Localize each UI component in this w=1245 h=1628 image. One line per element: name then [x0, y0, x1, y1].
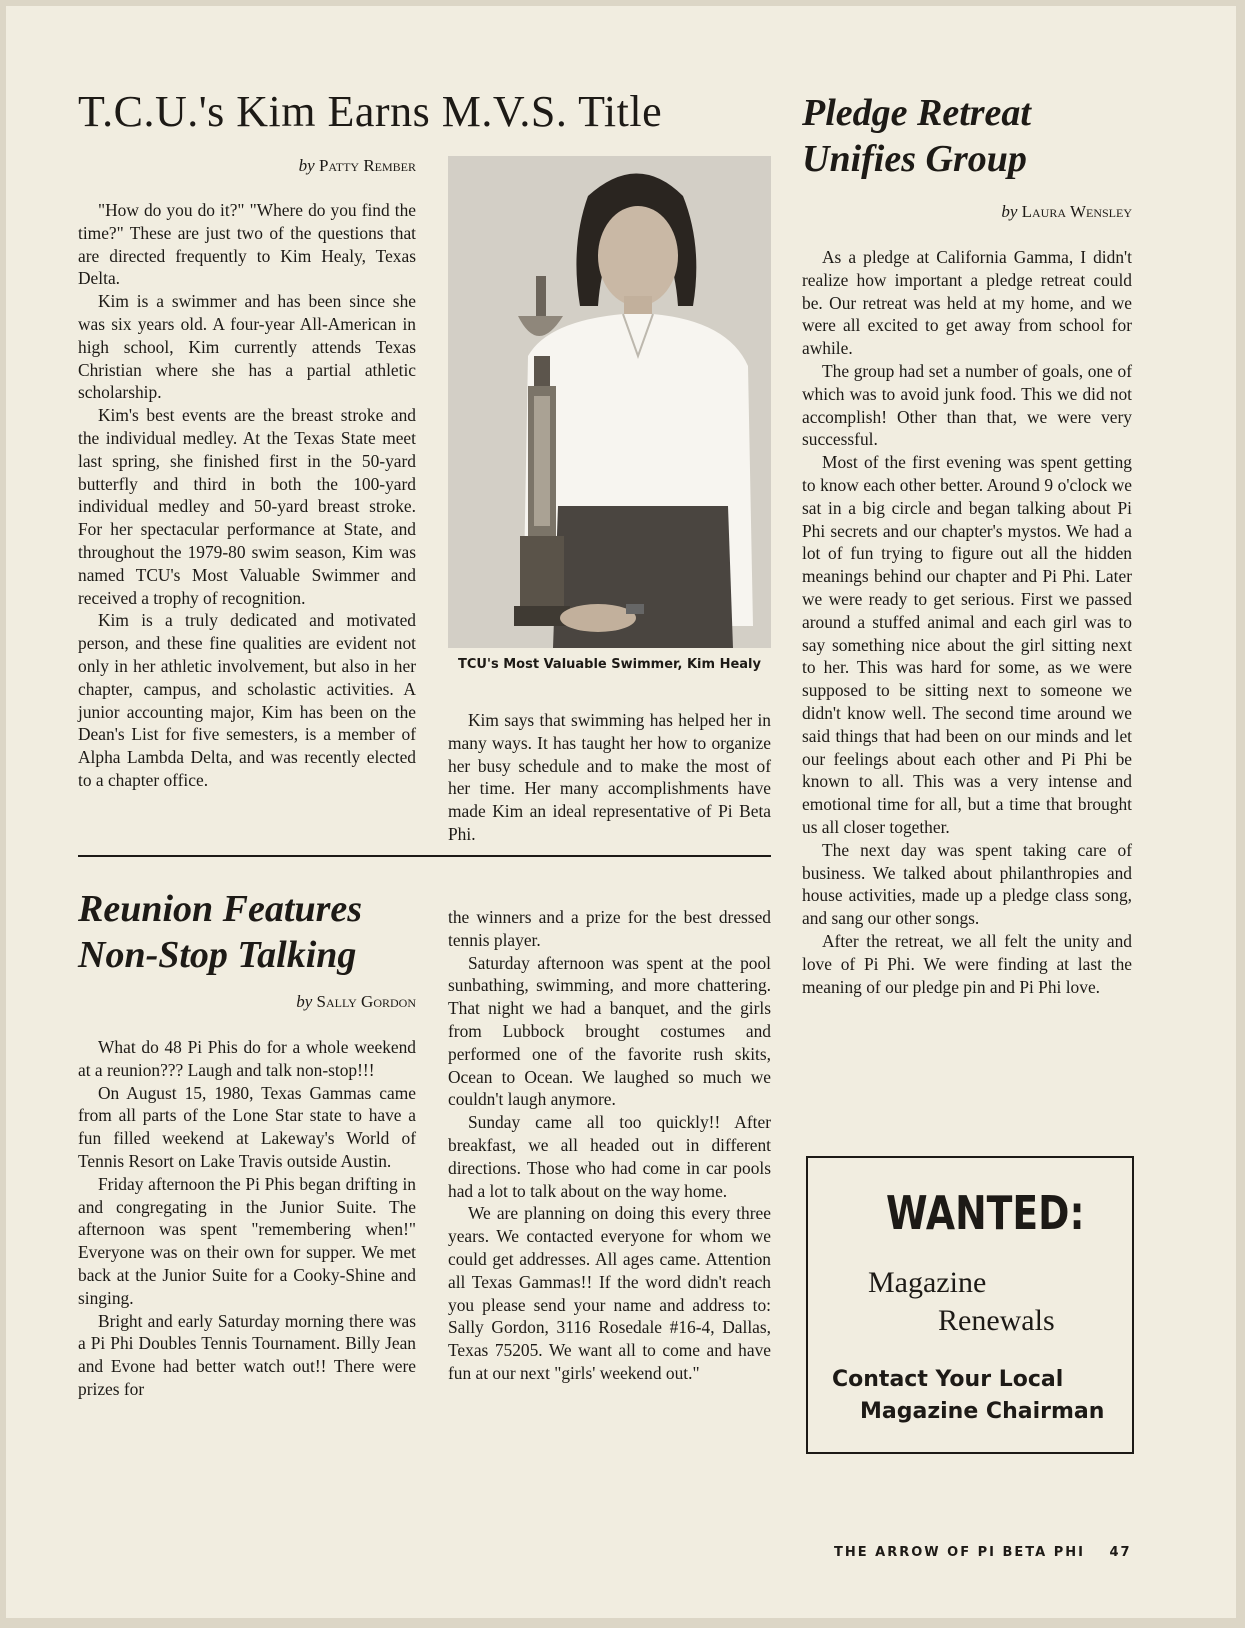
publication-name: THE ARROW OF PI BETA PHI	[834, 1545, 1085, 1560]
wanted-ad-box	[806, 1156, 1134, 1454]
byline-sally-gordon	[78, 992, 416, 1012]
article2-title-line2: Non-Stop Talking	[78, 934, 357, 976]
paragraph: "How do you do it?" "Where do you find the time?" These are just two of the questions that are directed frequently to Kim Healy, Texas Delta.	[78, 200, 416, 289]
paragraph: As a pledge at California Gamma, I didn't realize how important a pledge retreat could be. Our retreat was held at my home, and we were all excited to get away from school for awhile.	[802, 247, 1132, 359]
paragraph: Bright and early Saturday morning there was a Pi Phi Doubles Tennis Tournament. Billy Jean and Evone had better watch out!! There were prizes for	[78, 1310, 416, 1399]
paragraph: Saturday afternoon was spent at the pool sunbathing, swimming, and more chattering. That night we had a banquet, and the girls from Lubbock brought costumes and performed one of the favorite rush skits, Ocean to Ocean. We laughed so much we couldn't laugh anymore.	[448, 952, 771, 1110]
paragraph: After the retreat, we all felt the unity and love of Pi Phi. We were finding at last the meaning of our pledge pin and Pi Phi love.	[802, 930, 1132, 997]
ad-contact-line1: Contact Your Local	[832, 1367, 1064, 1392]
paragraph: The group had set a number of goals, one of which was to avoid junk food. This we did not accomplish! Other than that, we were very successful.	[802, 360, 1132, 450]
article2-title-line1: Reunion Features	[78, 888, 363, 930]
paragraph: Kim says that swimming has helped her in many ways. It has taught her how to organize her busy schedule and to make the most of her time. Her many accomplishments have made Kim an ideal representative of Pi Beta Phi.	[448, 710, 771, 844]
byline-author: Laura Wensley	[1021, 202, 1132, 221]
article2-title	[78, 886, 416, 978]
paragraph: Friday afternoon the Pi Phis began drifting in and congregating in the Junior Suite. The afternoon was spent "remembering when!" Everyone was on their own for supper. We met back at the Junior Suite for a Cooky-Shine and singing.	[78, 1173, 416, 1308]
photo-caption: TCU's Most Valuable Swimmer, Kim Healy	[458, 657, 761, 672]
article2-right-column	[448, 906, 771, 1385]
paragraph: the winners and a prize for the best dressed tennis player.	[448, 907, 771, 950]
byline-by: by	[1001, 202, 1018, 221]
section-divider	[78, 855, 771, 857]
ad-line-magazine: Magazine	[868, 1266, 987, 1299]
paragraph: The next day was spent taking care of business. We talked about philanthropies and house activities, made up a pledge class song, and sang our other songs.	[802, 839, 1132, 929]
page-footer	[834, 1545, 1132, 1560]
page-number: 47	[1109, 1545, 1132, 1560]
byline-author: Sally Gordon	[316, 992, 416, 1011]
ad-line-renewals: Renewals	[938, 1304, 1055, 1337]
paragraph: Kim is a truly dedicated and motivated person, and these fine qualities are evident not only in her athletic involvement, but also in her chapter, campus, and scholastic activities. A junior accounting major, Kim has been on the Dean's List for five semesters, is a member of Alpha Lambda Delta, and was recently elected to a chapter office.	[78, 610, 416, 790]
article1-right-column	[448, 709, 771, 846]
article3-title-line1: Pledge Retreat	[802, 92, 1031, 134]
article2-left-column	[78, 1036, 416, 1401]
ad-contact-line2: Magazine Chairman	[860, 1399, 1105, 1424]
article-title-kim: T.C.U.'s Kim Earns M.V.S. Title	[78, 87, 663, 136]
byline-laura-wensley	[802, 202, 1132, 222]
byline-by: by	[296, 992, 313, 1011]
paragraph: What do 48 Pi Phis do for a whole weekend at a reunion??? Laugh and talk non-stop!!!	[78, 1037, 416, 1080]
magazine-page	[6, 6, 1236, 1618]
article1-left-column	[78, 199, 416, 792]
paragraph: Most of the first evening was spent getting to know each other better. Around 9 o'clock we sat in a big circle and began talking about Pi Phi secrets and our chapter's mystos. We had a lot of fun trying to figure out all the hidden meanings behind our chapter and Pi Phi. Later we were ready to get serious. First we passed around a stuffed animal and each girl was to say something nice about the girl sitting next to her. This was hard for some, as we were supposed to be sitting next to someone we didn't know well. The second time around we said things that had been on our minds and let our feelings about each other and Pi Phi be known to all. This was a very intense and emotional time for all, but a time that brought us all closer together.	[802, 452, 1132, 837]
ad-headline: WANTED:	[886, 1186, 1085, 1240]
byline-by: by	[298, 156, 315, 175]
byline-author: Patty Rember	[318, 156, 416, 175]
article3-title	[802, 90, 1132, 182]
photo-illustration	[448, 156, 771, 648]
paragraph: Kim is a swimmer and has been since she was six years old. A four-year All-American in high school, Kim currently attends Texas Christian where she has a partial athletic scholarship.	[78, 291, 416, 403]
paragraph: We are planning on doing this every three years. We contacted everyone for whom we could get addresses. All ages came. Attention all Texas Gammas!! If the word didn't reach you please send your name and address to: Sally Gordon, 3116 Rosedale #16-4, Dallas, Texas 75205. We want all to come and have fun at our next "girls' weekend out."	[448, 1203, 771, 1383]
kim-healy-photo	[448, 156, 771, 648]
article3-column	[802, 246, 1132, 998]
paragraph: Sunday came all too quickly!! After breakfast, we all headed out in different directions. Those who had come in car pools had a lot to talk about on the way home.	[448, 1112, 771, 1201]
paragraph: On August 15, 1980, Texas Gammas came from all parts of the Lone Star state to have a fun filled weekend at Lakeway's World of Tennis Resort on Lake Travis outside Austin.	[78, 1082, 416, 1171]
byline-patty-rember	[78, 156, 416, 176]
article3-title-line2: Unifies Group	[802, 138, 1027, 180]
paragraph: Kim's best events are the breast stroke and the individual medley. At the Texas State meet last spring, she finished first in the 50-yard butterfly and third in both the 100-yard individual medley and 50-yard breast stroke. For her spectacular performance at State, and throughout the 1979-80 swim season, Kim was named TCU's Most Valuable Swimmer and received a trophy of recognition.	[78, 405, 416, 608]
